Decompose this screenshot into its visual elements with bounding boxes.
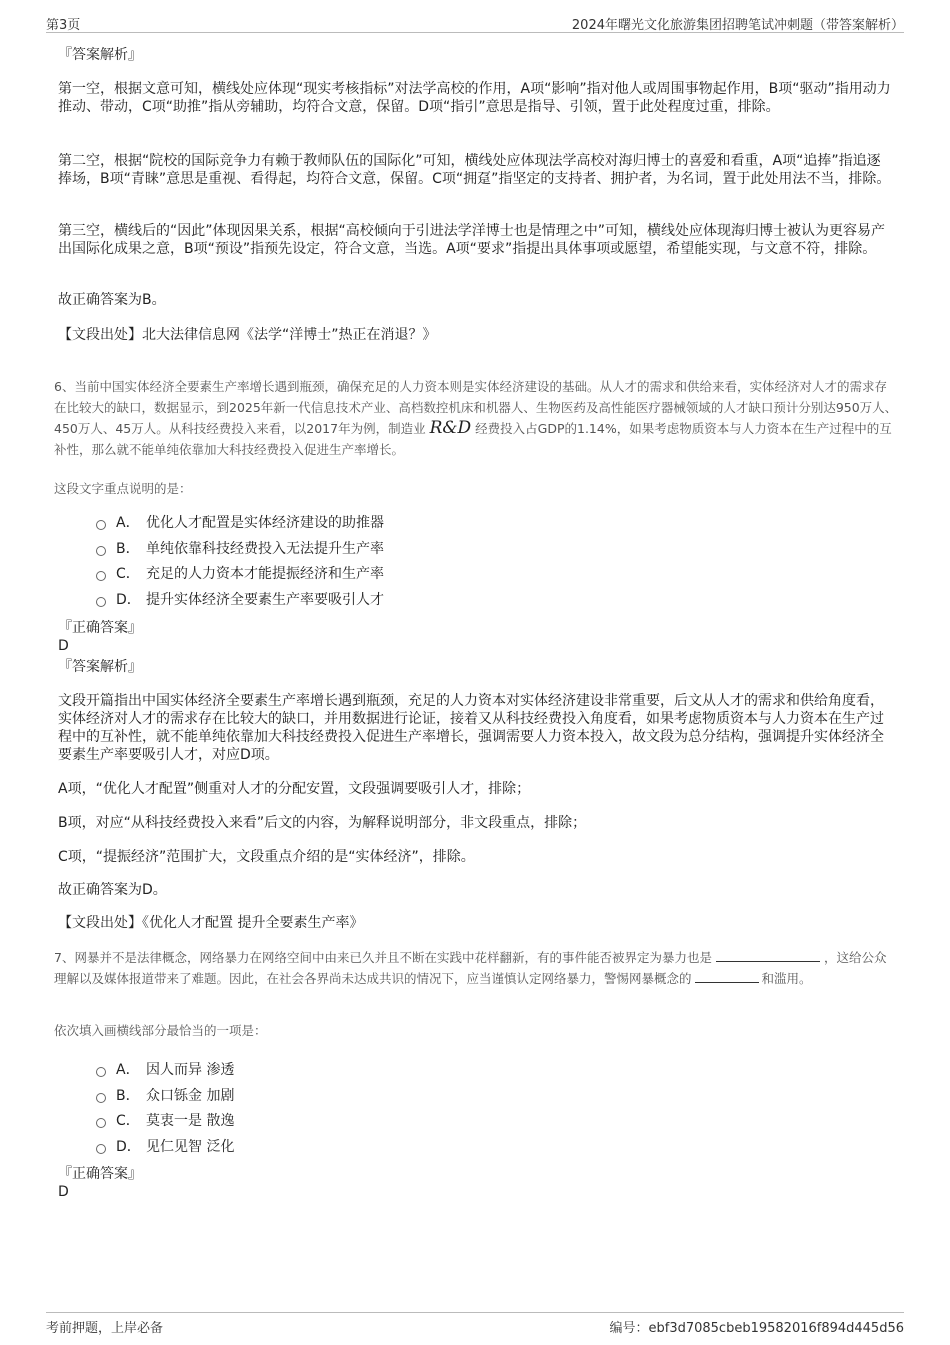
radio-icon[interactable] [96, 1118, 106, 1128]
rd-formula: R&D [429, 418, 472, 438]
answer-analysis-label: 『答案解析』 [58, 659, 142, 675]
option-b[interactable]: B． 众口铄金 加剧 [96, 1083, 234, 1109]
source-citation: 【文段出处】《优化人才配置 提升全要素生产率》 [58, 915, 364, 931]
radio-icon[interactable] [96, 520, 106, 530]
footer-slogan: 考前押题，上岸必备 [46, 1321, 164, 1336]
radio-icon[interactable] [96, 1067, 106, 1077]
option-c[interactable]: C． 莫衷一是 散逸 [96, 1108, 234, 1134]
option-c-note: C项，“提振经济”范围扩大，文段重点介绍的是“实体经济”，排除。 [58, 849, 475, 865]
option-d[interactable]: D． 提升实体经济全要素生产率要吸引人才 [96, 587, 384, 613]
page-header [46, 12, 904, 33]
analysis-paragraph-2: 第二空，根据“院校的国际竞争力有赖于教师队伍的国际化”可知，横线处应体现法学高校对海归博士的喜爱和看重，A项“追捧”指追逐捧场，B项“青睐”意思是重视、看得起，均符合文意，保留。C项“拥趸”指坚定的支持者、拥护者，为名词，置于此处用法不当，排除。 [58, 153, 891, 187]
radio-icon[interactable] [96, 1144, 106, 1154]
analysis-paragraph: 文段开篇指出中国实体经济全要素生产率增长遇到瓶颈，充足的人力资本对实体经济建设非常重要，后文从人才的需求和供给角度看，实体经济对人才的需求存在比较大的缺口，并用数据进行论证，接着又从科技经费投入角度看，如果考虑物质资本与人力资本在生产过程中的互补性，就不能单纯依靠加大科技经费投入促进生产率增长，强调需要人力资本投入，故文段为总分结构，强调提升实体经济全要素生产率要吸引人才，对应D项。 [58, 693, 884, 763]
correct-answer: D [58, 638, 69, 654]
analysis-conclusion: 故正确答案为D。 [58, 882, 167, 898]
source-citation: 【文段出处】北大法律信息网《法学“洋博士”热正在消退？》 [58, 327, 437, 343]
option-b-note: B项，对应“从科技经费投入来看”后文的内容，为解释说明部分，非文段重点，排除； [58, 815, 587, 831]
radio-icon[interactable] [96, 597, 106, 607]
option-a-note: A项，“优化人才配置”侧重对人才的分配安置，文段强调要吸引人才，排除； [58, 781, 531, 797]
question-6-text: 6、当前中国实体经济全要素生产率增长遇到瓶颈，确保充足的人力资本则是实体经济建设的基础。从人才的需求和供给来看，实体经济对人才的需求存在比较大的缺口，数据显示，到2025年新一代信息技术产业、高档数控机床和机器人、生物医药及高性能医疗器械领域的人才缺口预计分别达950万人、450万人、45万人。从科技经费投入来看，以2017年为例，制造业 R&D 经费投入占GDP的1.14%，如果考虑物质资本与人力资本在生产过程中的互补性，那么就不能单纯依靠加大科技经费投入促进生产率增长。 [54, 379, 898, 457]
question-6-prompt: 这段文字重点说明的是： [54, 481, 192, 496]
option-a[interactable]: A． 优化人才配置是实体经济建设的助推器 [96, 510, 384, 536]
analysis-conclusion: 故正确答案为B。 [58, 292, 166, 308]
option-c[interactable]: C． 充足的人力资本才能提振经济和生产率 [96, 561, 384, 587]
option-d[interactable]: D． 见仁见智 泛化 [96, 1134, 234, 1160]
blank-2 [695, 970, 759, 983]
option-b[interactable]: B． 单纯依靠科技经费投入无法提升生产率 [96, 536, 384, 562]
radio-icon[interactable] [96, 571, 106, 581]
radio-icon[interactable] [96, 1093, 106, 1103]
answer-analysis-label: 『答案解析』 [58, 47, 142, 63]
analysis-paragraph-1: 第一空，根据文意可知，横线处应体现“现实考核指标”对法学高校的作用，A项“影响”指对他人或周围事物起作用，B项“驱动”指用动力推动、带动，C项“助推”指从旁辅助，均符合文意，保留。D项“指引”意思是指导、引领，置于此处程度过重，排除。 [58, 81, 891, 115]
document-title: 2024年曙光文化旅游集团招聘笔试冲刺题（带答案解析） [571, 18, 904, 33]
correct-answer-label: 『正确答案』 [58, 1166, 142, 1182]
question-7-prompt: 依次填入画横线部分最恰当的一项是： [54, 1023, 267, 1038]
page-number: 第3页 [46, 18, 81, 33]
radio-icon[interactable] [96, 546, 106, 556]
correct-answer: D [58, 1184, 69, 1200]
question-7-text: 7、网暴并不是法律概念，网络暴力在网络空间中由来已久并且不断在实践中花样翻新，有的事件能否被界定为暴力也是 ，这给公众理解以及媒体报道带来了难题。因此，在社会各界尚未达成共识的情况下，应当谨慎认定网络暴力，警惕网暴概念的 和滥用。 [54, 950, 887, 986]
document-code: 编号：ebf3d7085cbeb19582016f894d445d56 [609, 1321, 904, 1336]
correct-answer-label: 『正确答案』 [58, 620, 142, 636]
analysis-paragraph-3: 第三空，横线后的“因此”体现因果关系，根据“高校倾向于引进法学洋博士也是情理之中”可知，横线处应体现海归博士被认为更容易产出国际化成果之意，B项“预设”指预先设定，符合文意，当选。A项“要求”指提出具体事项或愿望，希望能实现，与文意不符，排除。 [58, 223, 886, 257]
question-6-options [96, 510, 384, 613]
option-a[interactable]: A． 因人而异 渗透 [96, 1057, 234, 1083]
question-7-options [96, 1057, 234, 1160]
blank-1 [716, 949, 820, 962]
page-footer [46, 1312, 904, 1335]
